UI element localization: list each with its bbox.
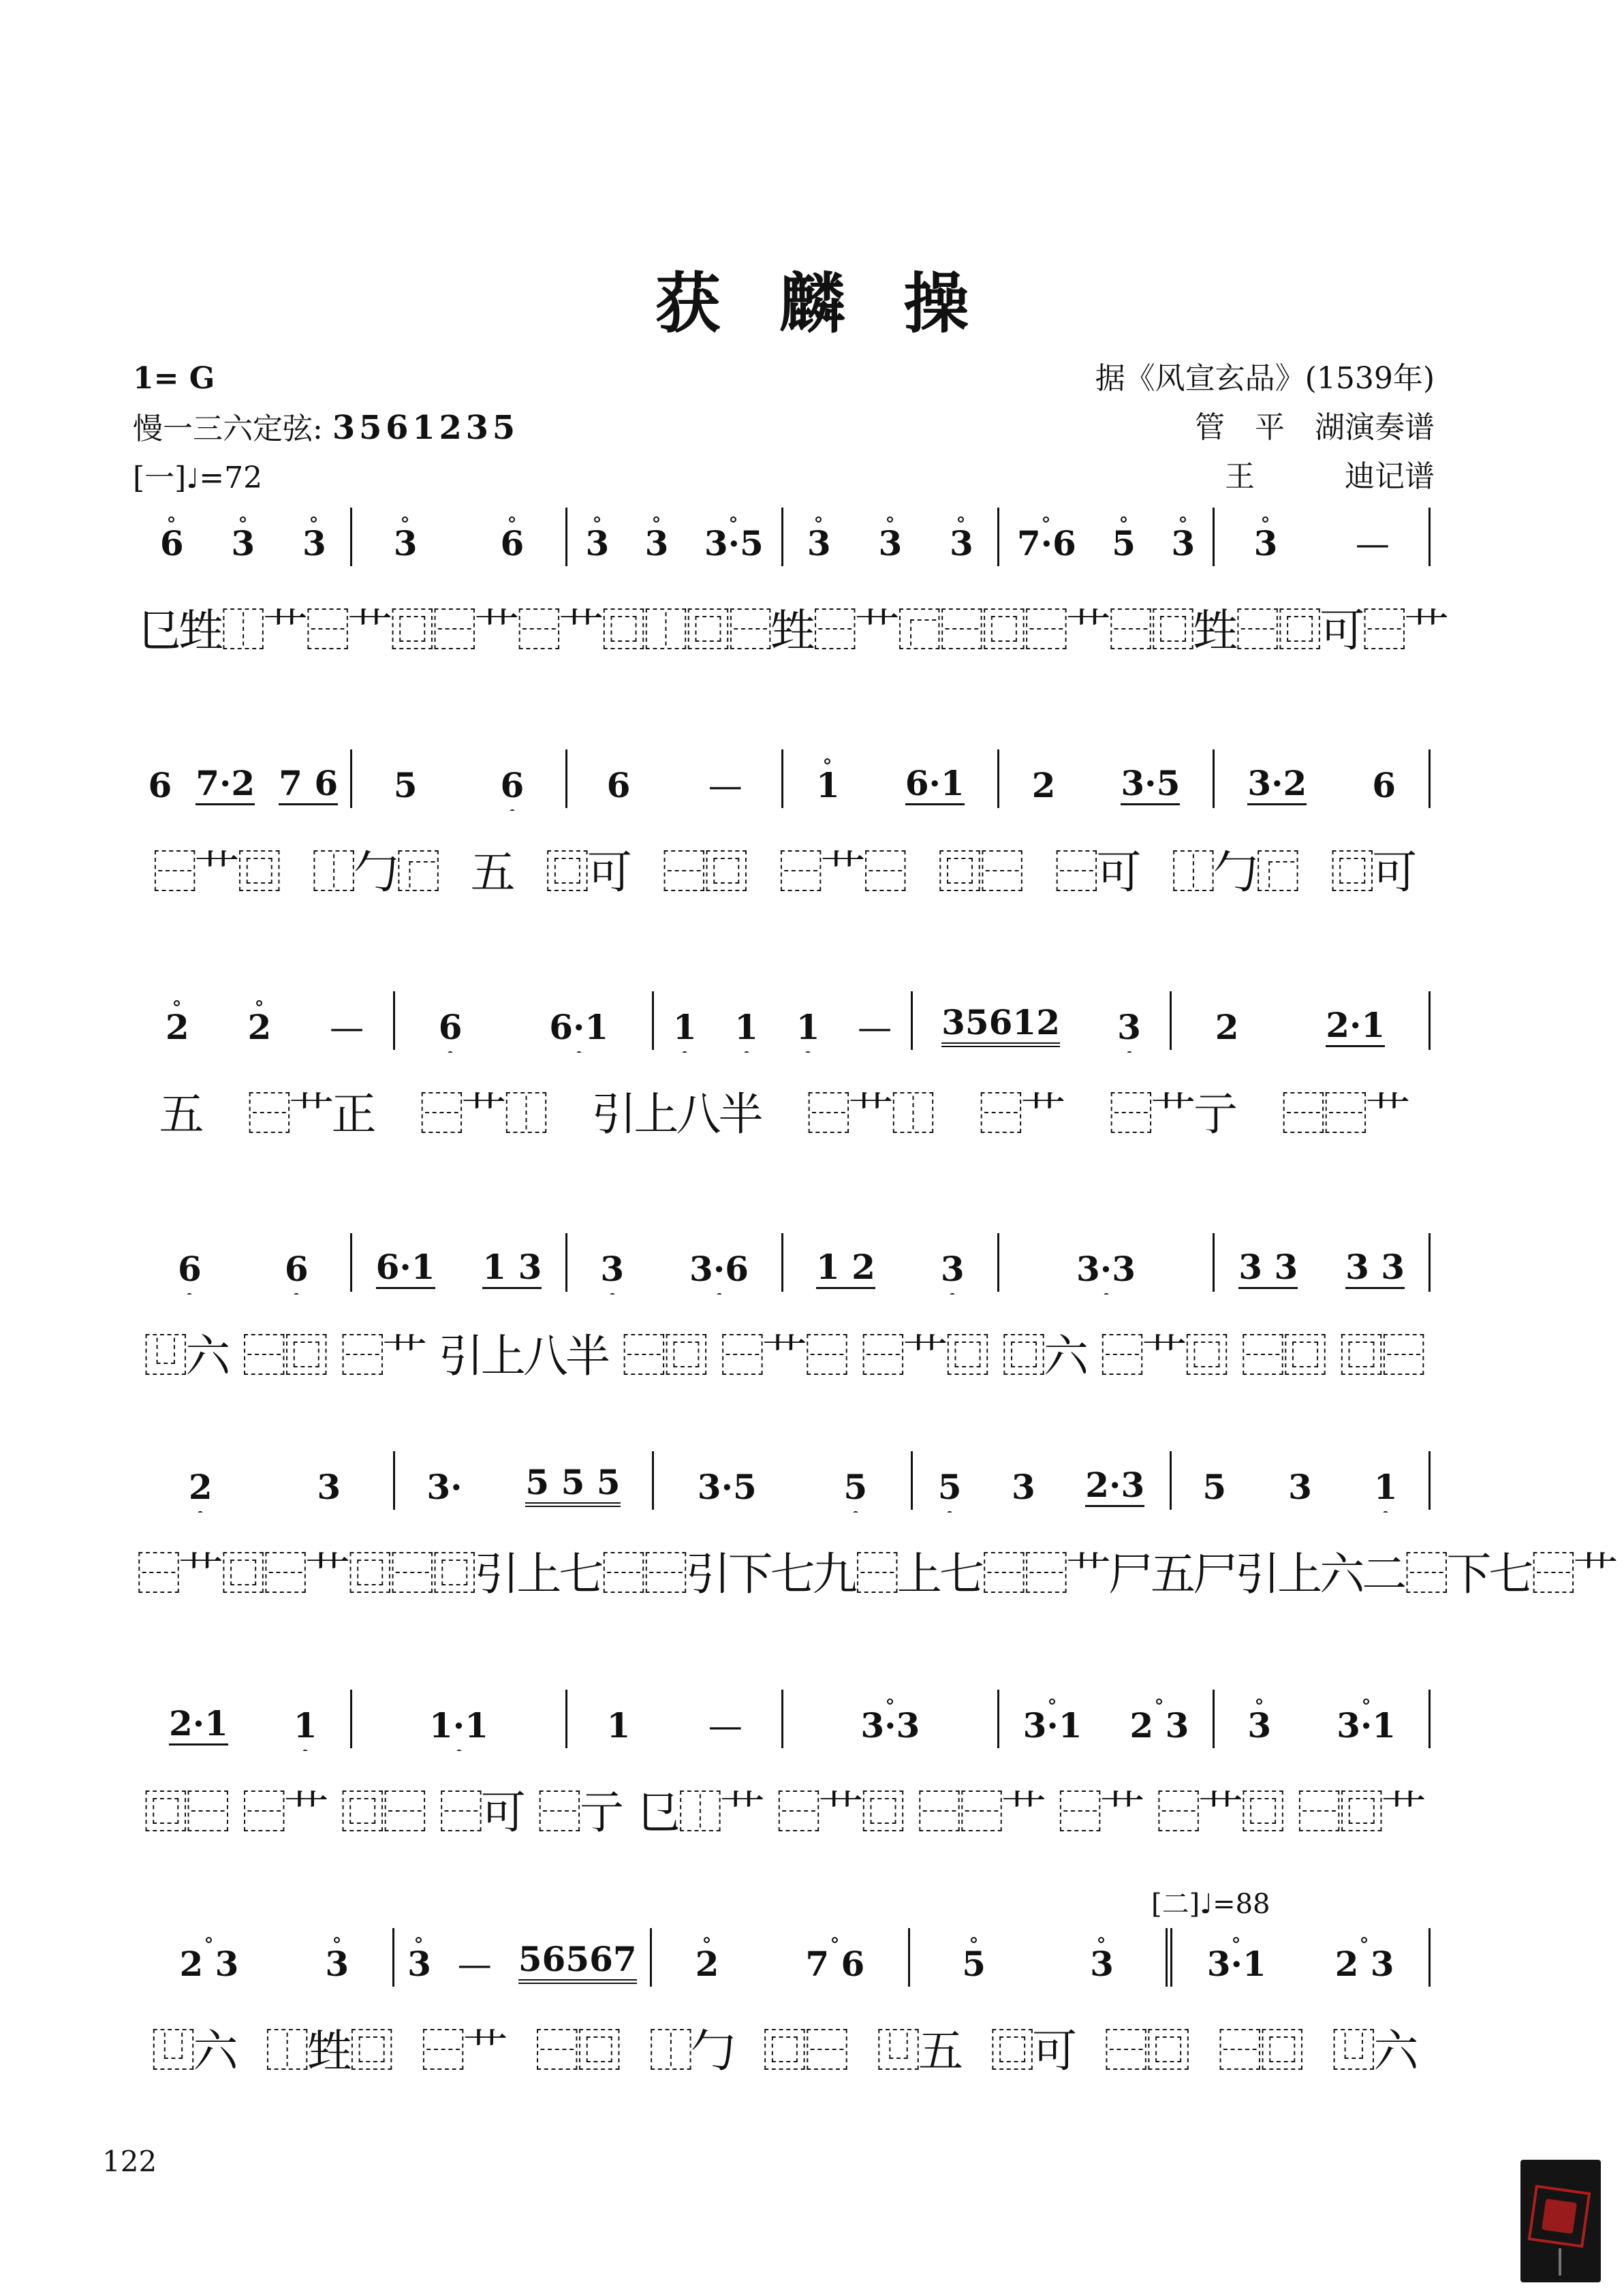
- note: 3·6: [689, 1249, 749, 1289]
- jianzi-glyph: ⿴可: [990, 2024, 1075, 2077]
- jianzi-glyph: ⿴⿱: [762, 2024, 847, 2077]
- sustain-dash: —: [457, 1944, 492, 1984]
- jianzi-glyph: 引下七九: [685, 1547, 855, 1600]
- note: 1: [606, 1705, 631, 1746]
- note: 7 6: [805, 1944, 865, 1984]
- seal-stamp-icon: [1520, 2160, 1601, 2282]
- jianzi-glyph: ⿱⿱: [601, 1547, 686, 1600]
- jianzi-glyph: ⿱艹: [978, 1087, 1063, 1141]
- note: 3·2: [1247, 763, 1307, 805]
- note: 2·3: [1085, 1465, 1144, 1507]
- note: 3: [1012, 1467, 1035, 1507]
- note: 3·1: [1206, 1944, 1266, 1984]
- jianzi-glyph: ⿰甡⿴: [264, 2024, 392, 2077]
- note: 1: [293, 1705, 317, 1746]
- measure: [1215, 763, 1428, 811]
- note: 1: [815, 765, 840, 805]
- notation-row: [136, 743, 1431, 811]
- note: 5 5 5: [525, 1462, 620, 1507]
- note: 3·3: [1076, 1249, 1136, 1289]
- notation-row: [136, 1921, 1431, 1989]
- note: 7·6: [1016, 523, 1076, 563]
- jianzi-glyph: ⿱艹: [420, 2024, 505, 2077]
- sustain-dash: —: [708, 1706, 743, 1746]
- section-1-tempo: =72: [199, 461, 263, 495]
- measure: [999, 763, 1213, 811]
- jianzi-glyph: ⿴可: [1330, 846, 1415, 899]
- measure: [352, 523, 566, 569]
- jianzi-glyph: ⿱⿴: [1217, 2024, 1302, 2077]
- jianzi-glyph: ⿱艹⿴: [516, 604, 644, 657]
- note: 5: [937, 1467, 962, 1507]
- note: 5: [843, 1467, 868, 1507]
- note: 3·3: [860, 1705, 920, 1746]
- staff-line: [136, 1921, 1431, 2088]
- jianzi-glyph: ⿱艹: [241, 1786, 326, 1839]
- note: 3 3: [1238, 1247, 1298, 1289]
- measure: [136, 523, 350, 569]
- jianzi-glyph: ⿱艹⿱: [719, 1329, 847, 1382]
- jianzi-glyph: ⿱艹: [1362, 604, 1447, 657]
- seal-line: [1559, 2248, 1561, 2276]
- notation-row: [136, 501, 1431, 569]
- jianzi-glyph: ⿱⿴⿱艹: [939, 604, 1108, 657]
- note: 6·1: [376, 1247, 435, 1289]
- note: 6: [500, 523, 525, 563]
- note: 6: [178, 1249, 202, 1289]
- page-number: 122: [102, 2145, 157, 2178]
- performer-line: 管 平 湖演奏谱: [1195, 410, 1435, 445]
- jianzi-glyph: ⿴⿱: [1339, 1329, 1424, 1382]
- barline: [1428, 1233, 1431, 1292]
- jianzi-glyph: ⿱⿱艹: [1281, 1087, 1408, 1141]
- jianzi-glyph: ⿱艹⿴: [136, 1547, 264, 1600]
- note: 6: [148, 765, 172, 805]
- note: 3: [1288, 1467, 1312, 1507]
- note: 2: [695, 1944, 719, 1984]
- note: 3: [600, 1249, 625, 1289]
- quarter-note-icon: ♩: [1200, 1889, 1213, 1920]
- notation-row: [136, 984, 1431, 1053]
- note: 1: [734, 1007, 759, 1047]
- page-title: 获麟操: [655, 265, 1028, 342]
- jianzi-glyph: ⿱艹: [1531, 1547, 1616, 1600]
- jianzi-glyph: ⿱可: [1054, 846, 1139, 899]
- jianzi-row: [136, 1767, 1431, 1849]
- note: 1: [796, 1007, 820, 1047]
- measure: [783, 523, 997, 569]
- jianzi-glyph: ⿱艹: [1057, 1786, 1142, 1839]
- section-1-marker: [133, 454, 519, 503]
- barline: [1428, 991, 1431, 1050]
- note: 6: [159, 523, 184, 563]
- note: 2·1: [169, 1703, 228, 1746]
- note: 3·5: [697, 1467, 757, 1507]
- measure: [1172, 1467, 1428, 1512]
- note: 6·1: [549, 1007, 609, 1047]
- note: 1 3: [482, 1247, 542, 1289]
- measure: [567, 1249, 781, 1294]
- measure: [999, 523, 1213, 569]
- jianzi-glyph: ⿱艹⿴: [263, 1547, 390, 1600]
- jianzi-glyph: ⿰勹⿸: [1170, 846, 1298, 899]
- note: 3: [1253, 523, 1278, 563]
- jianzi-glyph: ⿱⿴: [534, 2024, 619, 2077]
- note: 3: [878, 523, 903, 563]
- jianzi-glyph: ⿱艹⿰: [419, 1087, 546, 1141]
- key-signature: 1= G: [133, 361, 215, 396]
- jianzi-glyph: 㔾甡⿰艹: [136, 604, 306, 657]
- note: 2 3: [1334, 1944, 1394, 1984]
- note: 2: [165, 1007, 189, 1047]
- jianzi-glyph: 五尸: [1151, 1547, 1236, 1600]
- measure: [136, 763, 350, 811]
- jianzi-glyph: 引上八半: [591, 1087, 761, 1141]
- jianzi-glyph: ⿱艹⿴: [305, 604, 433, 657]
- measure: [352, 1247, 566, 1294]
- transcriber-line: 王 迪记谱: [1225, 459, 1435, 494]
- sustain-dash: —: [330, 1008, 364, 1047]
- jianzi-glyph: ⿱下七: [1404, 1547, 1531, 1600]
- jianzi-glyph: ⿱可: [438, 1786, 523, 1839]
- sustain-dash: —: [708, 766, 743, 805]
- jianzi-glyph: ⿱艹⿱: [778, 846, 905, 899]
- measure: [654, 1007, 911, 1053]
- jianzi-glyph: ⿰⿴⿱甡: [643, 604, 813, 657]
- note: 3: [1090, 1944, 1114, 1984]
- barline: [1428, 1928, 1431, 1987]
- tuning-notes: 3561235: [332, 409, 519, 447]
- note: 3·1: [1337, 1705, 1396, 1746]
- note: 3·5: [1121, 763, 1180, 805]
- note: 3·1: [1022, 1705, 1082, 1746]
- seal-mark: [1528, 2185, 1591, 2248]
- section-2-label: [二]: [1151, 1889, 1200, 1920]
- barline: [1428, 1690, 1431, 1748]
- note: 3: [302, 523, 326, 563]
- jianzi-row: [136, 1311, 1431, 1393]
- measure: [136, 1007, 393, 1053]
- jianzi-glyph: ⿱艹⿴: [776, 1786, 903, 1839]
- measure: [783, 763, 997, 811]
- jianzi-glyph: ⿱艹⿴: [1099, 1329, 1227, 1382]
- measure: [567, 765, 781, 811]
- barline: [1428, 508, 1431, 566]
- jianzi-glyph: ⿱⿴: [1240, 1329, 1326, 1382]
- note: 1 2: [816, 1247, 875, 1289]
- note: 5: [1202, 1467, 1227, 1507]
- jianzi-glyph: ⿱艹: [432, 604, 517, 657]
- note: 6: [606, 765, 631, 805]
- note: 3: [231, 523, 255, 563]
- note: 3: [407, 1944, 431, 1984]
- measure: [567, 523, 781, 569]
- jianzi-row: [136, 1069, 1431, 1151]
- jianzi-glyph: ⿴可: [544, 846, 629, 899]
- jianzi-glyph: ⿶六: [1331, 2024, 1416, 2077]
- jianzi-glyph: ⿱上七: [854, 1547, 982, 1600]
- jianzi-glyph: 引上八半: [438, 1329, 608, 1382]
- jianzi-glyph: ⿱⿴可: [1235, 604, 1362, 657]
- jianzi-glyph: ⿱⿴: [390, 1547, 475, 1600]
- jianzi-glyph: 㔾⿰艹: [635, 1786, 762, 1839]
- note: 5: [1112, 523, 1136, 563]
- jianzi-glyph: ⿱亍: [537, 1786, 622, 1839]
- jianzi-glyph: ⿱艹正: [247, 1087, 374, 1141]
- jianzi-glyph: 五: [470, 846, 513, 899]
- jianzi-glyph: ⿱艹尸: [1023, 1547, 1151, 1600]
- measure: [913, 1465, 1170, 1512]
- note: 6: [500, 765, 525, 805]
- measure: [395, 1007, 652, 1053]
- note: 56567: [518, 1939, 637, 1984]
- barline: [1428, 1451, 1431, 1510]
- measure: [136, 1944, 392, 1989]
- staff-line: [136, 1444, 1616, 1611]
- note: 5: [962, 1944, 986, 1984]
- sustain-dash: —: [1355, 524, 1390, 563]
- measure: [999, 1249, 1213, 1294]
- barline: [1428, 749, 1431, 808]
- measure: [1172, 1944, 1428, 1989]
- jianzi-glyph: ⿱艹亍: [1108, 1087, 1236, 1141]
- note: 7 6: [279, 763, 338, 805]
- measure: [783, 1705, 997, 1751]
- jianzi-glyph: ⿱⿴艹: [1296, 1786, 1424, 1839]
- note: 3: [940, 1249, 965, 1289]
- jianzi-row: [136, 2006, 1431, 2088]
- jianzi-glyph: 五: [159, 1087, 202, 1141]
- measure: [1215, 523, 1428, 569]
- notation-row: [136, 1444, 1431, 1512]
- notation-row: [136, 1226, 1431, 1294]
- measure: [1215, 1247, 1428, 1294]
- double-barline: [1166, 1928, 1172, 1987]
- note: 2: [188, 1467, 213, 1507]
- note: 3: [949, 523, 973, 563]
- measure: [352, 1705, 566, 1751]
- measure: [136, 1703, 350, 1751]
- note: 2 3: [1129, 1705, 1189, 1746]
- staff-line: [136, 984, 1431, 1151]
- measure: [1215, 1705, 1428, 1751]
- measure: [783, 1247, 997, 1294]
- note: 6: [1372, 765, 1396, 805]
- note: 35612: [941, 1002, 1060, 1047]
- jianzi-glyph: ⿱艹: [340, 1329, 425, 1382]
- section-2-marker: [1151, 1882, 1270, 1921]
- note: 3: [585, 523, 610, 563]
- measure: [910, 1944, 1166, 1989]
- jianzi-glyph: ⿱⿱艹: [917, 1786, 1044, 1839]
- jianzi-glyph: ⿴六: [1001, 1329, 1087, 1382]
- staff-line: [136, 743, 1431, 909]
- measure: [136, 1249, 350, 1294]
- jianzi-glyph: ⿶六: [151, 2024, 236, 2077]
- sustain-dash: —: [858, 1008, 892, 1047]
- tuning-line: [133, 403, 519, 454]
- note: 3: [1117, 1007, 1141, 1047]
- measure: [395, 1462, 652, 1512]
- jianzi-glyph: 引上六二: [1235, 1547, 1405, 1600]
- note: 2 3: [179, 1944, 239, 1984]
- jianzi-glyph: ⿴⿱: [143, 1786, 228, 1839]
- jianzi-glyph: ⿱: [981, 1547, 1024, 1600]
- note: 3: [644, 523, 669, 563]
- note: 1·1: [429, 1705, 488, 1746]
- jianzi-glyph: ⿱艹⿰: [806, 1087, 933, 1141]
- note: 3·: [426, 1467, 463, 1507]
- quarter-note-icon: ♩: [186, 463, 200, 495]
- jianzi-row: [136, 827, 1431, 909]
- score-header-right: [1095, 354, 1435, 501]
- measure: [913, 1002, 1170, 1053]
- tuning-label: 慢一三六定弦:: [133, 412, 323, 446]
- measure: [394, 1939, 651, 1989]
- note: 3·5: [704, 523, 764, 563]
- measure: [1172, 1005, 1428, 1053]
- jianzi-glyph: ⿱艹⿴: [1156, 1786, 1283, 1839]
- score-header-left: [133, 354, 519, 503]
- jianzi-glyph: ⿶五: [875, 2024, 961, 2077]
- measure: [652, 1944, 908, 1989]
- section-2-tempo: =88: [1213, 1889, 1270, 1920]
- jianzi-glyph: ⿱艹⿸: [812, 604, 939, 657]
- note: 3: [807, 523, 831, 563]
- source-line: 据《风宣玄品》(1539年): [1095, 361, 1435, 396]
- note: 3: [1247, 1705, 1272, 1746]
- note: 2·1: [1326, 1005, 1385, 1047]
- section-1-label: [一]: [133, 461, 187, 495]
- measure: [136, 1467, 393, 1512]
- staff-line: [136, 1683, 1431, 1849]
- note: 3: [325, 1944, 349, 1984]
- notation-row: [136, 1683, 1431, 1751]
- jianzi-glyph: ⿱⿴: [241, 1329, 326, 1382]
- jianzi-glyph: ⿱⿴: [621, 1329, 706, 1382]
- jianzi-glyph: ⿰勹⿸: [311, 846, 439, 899]
- note: 3: [393, 523, 418, 563]
- note: 3: [1171, 523, 1196, 563]
- note: 3: [317, 1467, 341, 1507]
- note: 3 3: [1345, 1247, 1405, 1289]
- note: 6: [438, 1007, 463, 1047]
- jianzi-glyph: ⿴⿱: [340, 1786, 425, 1839]
- note: 1: [1373, 1467, 1398, 1507]
- measure: [567, 1705, 781, 1751]
- staff-line: [136, 501, 1447, 667]
- jianzi-glyph: 引上七: [474, 1547, 602, 1600]
- jianzi-row: [136, 1529, 1616, 1611]
- note: 5: [393, 765, 418, 805]
- jianzi-glyph: ⿴⿱: [937, 846, 1022, 899]
- jianzi-glyph: ⿱艹⿴: [152, 846, 279, 899]
- note: 2: [1215, 1007, 1239, 1047]
- note: 1: [672, 1007, 697, 1047]
- jianzi-glyph: ⿱⿴: [1104, 2024, 1189, 2077]
- note: 7·2: [196, 763, 255, 805]
- measure: [999, 1705, 1213, 1751]
- jianzi-glyph: ⿱⿴甡: [1108, 604, 1236, 657]
- note: 2: [1031, 765, 1056, 805]
- measure: [654, 1467, 911, 1512]
- jianzi-row: [136, 585, 1447, 667]
- staff-line: [136, 1226, 1431, 1393]
- jianzi-glyph: ⿰勹: [648, 2024, 733, 2077]
- note: 6: [284, 1249, 309, 1289]
- jianzi-glyph: ⿶六: [143, 1329, 228, 1382]
- note: 6·1: [905, 763, 965, 805]
- measure: [352, 765, 566, 811]
- note: 2: [247, 1007, 272, 1047]
- jianzi-glyph: ⿱⿴: [661, 846, 747, 899]
- jianzi-glyph: ⿱艹⿴: [860, 1329, 988, 1382]
